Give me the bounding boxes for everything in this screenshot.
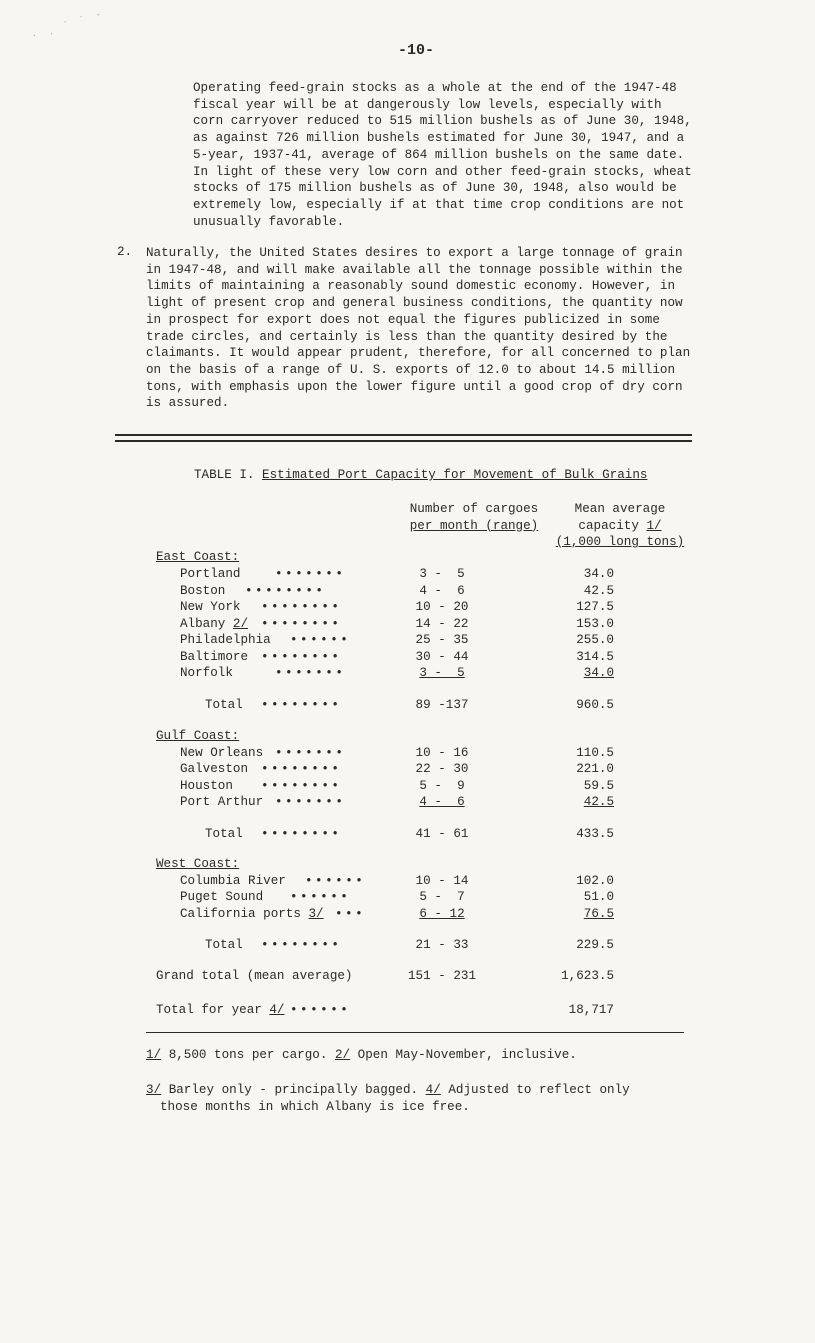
table-title [194,468,647,482]
table-number: TABLE I. [194,468,255,482]
column-header-cargoes-line1: Number of cargoes [409,502,539,516]
table-row: Puget Sound •••••• 5 - 7 51.0 [180,890,614,904]
section-gulf-coast: Gulf Coast: [156,729,240,743]
column-header-capacity [545,501,695,551]
table-row-total: Total •••••••• 89 -137 960.5 [205,698,614,712]
scan-specks: · ˏ ´ ´ · [30,8,106,42]
column-header-capacity-line2: capacity 1/ [578,518,662,533]
paragraph-export-tonnage: Naturally, the United States desires to export a large tonnage of grain in 1947-48, and will make available all the tonnage possible within the limits of maintaining a reasonably sound domestic economy. However, in light of present crop and general business conditions, the quantity now in prospect for export does not equal the figures publicized in some trade circles, and certainly is less than the quantity desired by the claimants. It would appear prudent, therefore, for all concerned to plan on the basis of a range of U. S. exports of 12.0 to about 14.5 million tons, with emphasis upon the lower figure until a good crop of dry corn is assured. [146,246,691,411]
footnote-ref-1: 1/ [646,518,662,533]
table-row-grand-total: Grand total (mean average) 151 - 231 1,623.5 [156,969,614,983]
table-row-total: Total •••••••• 41 - 61 433.5 [205,827,614,841]
column-header-cargoes [394,501,554,534]
column-header-capacity-line3: (1,000 long tons) [555,535,685,549]
table-row: Philadelphia •••••• 25 - 35 255.0 [180,633,614,647]
double-rule-bottom [115,440,692,442]
table-row: Portland ••••••• 3 - 5 34.0 [180,567,614,581]
table-row: Norfolk ••••••• 3 - 5 34.0 [180,666,614,680]
table-row: Boston •••••••• 4 - 6 42.5 [180,584,614,598]
footnotes-line-2: 3/ Barley only - principally bagged. 4/ Adjusted to reflect only [146,1083,630,1097]
footnote-ref-3: 3/ [308,907,324,921]
table-row: Columbia River •••••• 10 - 14 102.0 [180,874,614,888]
table-row: Houston •••••••• 5 - 9 59.5 [180,779,614,793]
footnote-ref-4: 4/ [269,1003,285,1017]
footnote-4-continued: those months in which Albany is ice free. [160,1100,470,1114]
column-header-capacity-line1: Mean average [574,502,666,516]
table-row-total: Total •••••••• 21 - 33 229.5 [205,938,614,952]
table-row: Port Arthur ••••••• 4 - 6 42.5 [180,795,614,809]
table-row: New Orleans ••••••• 10 - 16 110.5 [180,746,614,760]
footnote-ref-2: 2/ [232,617,249,631]
double-rule-top [115,434,692,436]
paragraph-2-number: 2. [117,245,133,259]
table-row: Galveston •••••••• 22 - 30 221.0 [180,762,614,776]
table-row: New York •••••••• 10 - 20 127.5 [180,600,614,614]
section-west-coast: West Coast: [156,857,240,871]
column-header-cargoes-line2: per month (range) [409,518,539,533]
table-row-total-for-year: Total for year 4/ •••••• 18,717 [156,1003,614,1017]
paragraph-feed-grain-stocks: Operating feed-grain stocks as a whole at the end of the 1947-48 fiscal year will be at dangerously low levels, especially with corn carryover reduced to 515 million bushels as of June 30, 1948, as against 726 million bushels estimated for June 30, 1947, and a 5-year, 1937-41, average of 864 million bushels on the same date. In light of these very low corn and other feed-grain stocks, wheat stocks of 175 million bushels as of June 30, 1948, also would be extremely low, especially if at that time crop conditions are not unusually favorable. [193,81,692,229]
footnotes-line-1: 1/ 8,500 tons per cargo. 2/ Open May-November, inclusive. [146,1048,577,1062]
table-row: California ports 3/ ••• 6 - 12 76.5 [180,907,614,921]
table-row: Albany 2/ •••••••• 14 - 22 153.0 [180,617,614,631]
table-caption: Estimated Port Capacity for Movement of Bulk Grains [262,468,648,482]
table-row: Baltimore •••••••• 30 - 44 314.5 [180,650,614,664]
table-bottom-rule [146,1032,684,1033]
section-east-coast: East Coast: [156,550,240,564]
page-number: -10- [398,42,435,59]
